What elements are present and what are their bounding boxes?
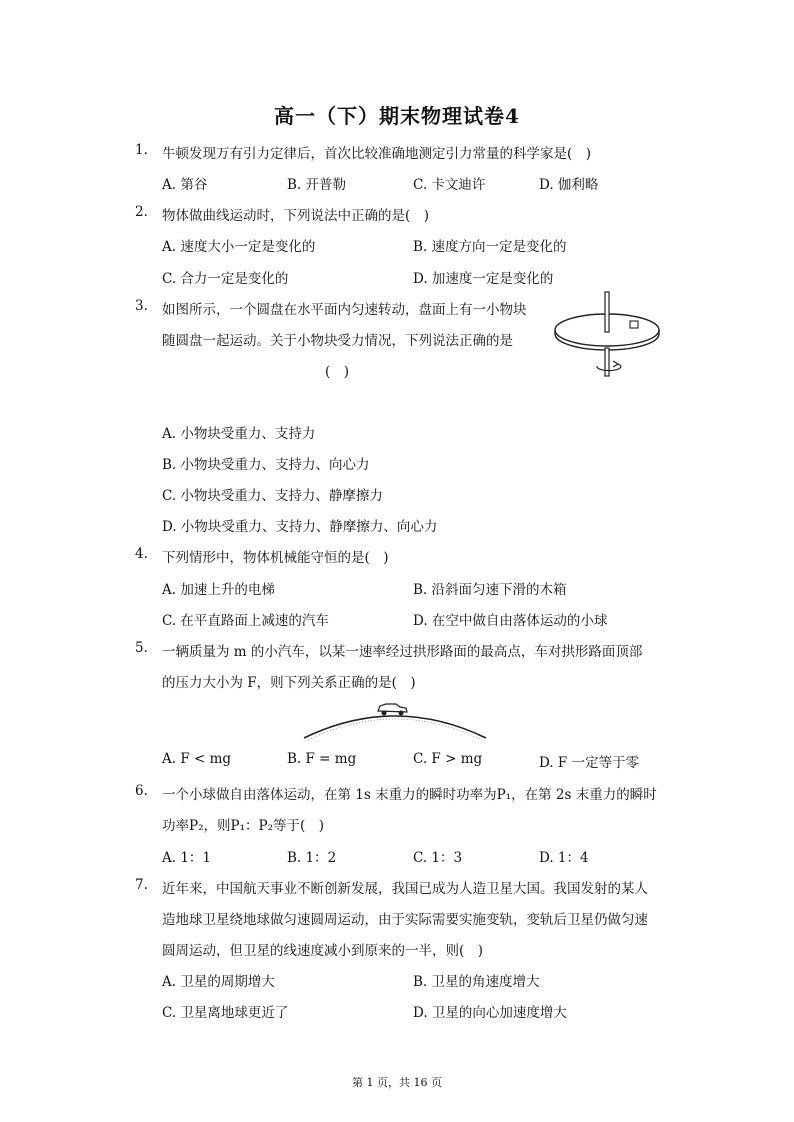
option-b: B. 卫星的角速度增大 (413, 974, 540, 990)
question-stem-line1: 近年来，中国航天事业不断创新发展，我国已成为人造卫星大国。我国发射的某人 (162, 881, 648, 897)
option-c: C. 合力一定是变化的 (162, 271, 289, 287)
question-stem-line1: 一辆质量为 m 的小汽车，以某一速率经过拱形路面的最高点，车对拱形路面顶部 (162, 644, 643, 660)
option-c: C. F > mg (413, 751, 483, 767)
question-stem-line2: 造地球卫星绕地球做匀速圆周运动，由于实际需要实施变轨，变轨后卫星仍做匀速 (162, 912, 648, 928)
question-stem: 牛顿发现万有引力定律后，首次比较准确地测定引力常量的科学家是( ) (162, 146, 592, 162)
option-b: B. 速度方向一定是变化的 (413, 239, 567, 255)
question-stem-line2: 功率P₂，则P₁：P₂等于( ) (162, 818, 325, 834)
question-stem-line1: 如图所示，一个圆盘在水平面内匀速转动，盘面上有一小物块 (162, 302, 527, 318)
question-stem-line2: 的压力大小为 F，则下列关系正确的是( ) (162, 675, 416, 691)
question-number: 3. (135, 298, 148, 314)
option-a: A. 小物块受重力、支持力 (162, 426, 316, 442)
option-b: B. 1：2 (287, 850, 337, 866)
option-b: B. 沿斜面匀速下滑的木箱 (413, 582, 567, 598)
option-a: A. 第谷 (162, 177, 208, 193)
option-d: D. 卫星的向心加速度增大 (413, 1005, 567, 1021)
question-number: 7. (135, 877, 148, 893)
option-a: A. 加速上升的电梯 (162, 582, 275, 598)
option-c: C. 在平直路面上减速的汽车 (162, 613, 329, 629)
option-c: C. 卫星离地球更近了 (162, 1005, 289, 1021)
option-c: C. 小物块受重力、支持力、静摩擦力 (162, 488, 383, 504)
option-b: B. 开普勒 (287, 177, 347, 193)
question-stem: 下列情形中，物体机械能守恒的是( ) (162, 550, 389, 566)
option-c: C. 1：3 (413, 850, 463, 866)
rotating-disk-figure (552, 288, 664, 380)
question-stem: 物体做曲线运动时，下列说法中正确的是( ) (162, 208, 430, 224)
question-number: 1. (135, 142, 148, 158)
question-stem-line2: 随圆盘一起运动。关于小物块受力情况，下列说法正确的是 (162, 333, 513, 349)
option-a: A. 速度大小一定是变化的 (162, 239, 316, 255)
question-stem-line1: 一个小球做自由落体运动，在第 1s 末重力的瞬时功率为P₁，在第 2s 末重力的瞬时 (162, 787, 657, 803)
option-d: D. 1：4 (539, 850, 589, 866)
option-d: D. 在空中做自由落体运动的小球 (413, 613, 608, 629)
question-number: 5. (135, 640, 148, 656)
page-footer: 第 1 页，共 16 页 (352, 1076, 442, 1089)
question-number: 2. (135, 204, 148, 220)
page-title: 高一（下）期末物理试卷4 (274, 104, 520, 128)
option-c: C. 卡文迪许 (413, 177, 486, 193)
question-number: 4. (135, 546, 148, 562)
option-a: A. F < mg (162, 751, 232, 767)
option-b: B. F = mg (287, 751, 357, 767)
option-d: D. 伽利略 (539, 177, 599, 193)
arched-road-figure (300, 696, 490, 742)
option-b: B. 小物块受重力、支持力、向心力 (162, 457, 370, 473)
option-a: A. 1：1 (162, 850, 212, 866)
option-d: D. 小物块受重力、支持力、静摩擦力、向心力 (162, 519, 438, 535)
option-d: D. 加速度一定是变化的 (413, 271, 554, 287)
option-a: A. 卫星的周期增大 (162, 974, 275, 990)
question-number: 6. (135, 783, 148, 799)
question-stem-line3: 圆周运动，但卫星的线速度减小到原来的一半，则( ) (162, 943, 484, 959)
question-stem-line3: ( ) (325, 364, 350, 380)
option-d: D. F 一定等于零 (539, 755, 640, 771)
